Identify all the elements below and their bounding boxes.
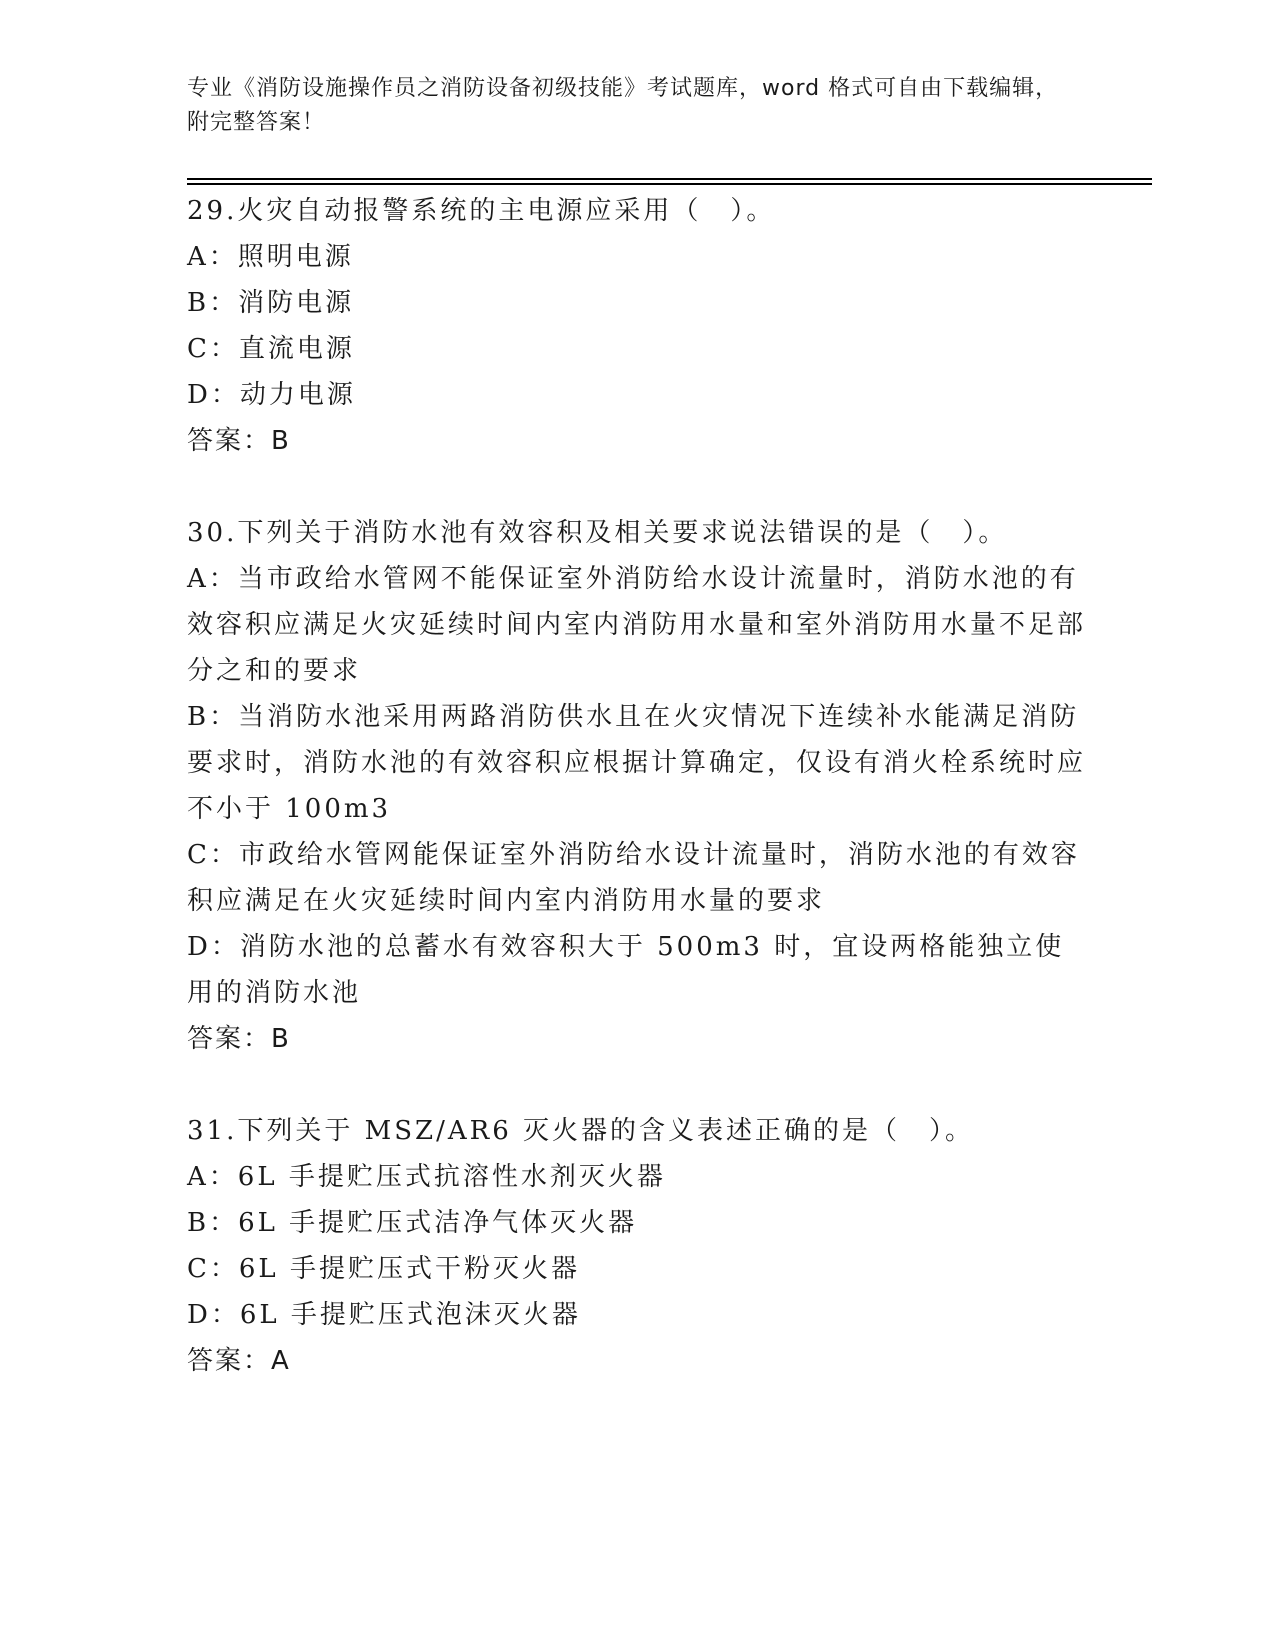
option-a: A：当市政给水管网不能保证室外消防给水设计流量时，消防水池的有效容积应满足火灾延续时间内室内消防用水量和室外消防用水量不足部分之和的要求 [187, 564, 1087, 686]
option-b: B：当消防水池采用两路消防供水且在火灾情况下连续补水能满足消防要求时，消防水池的有效容积应根据计算确定，仅设有消火栓系统时应不小于 100m3 [187, 702, 1087, 824]
option-a: A：照明电源 [187, 242, 354, 272]
option-d: D：消防水池的总蓄水有效容积大于 500m3 时，宜设两格能独立使用的消防水池 [187, 932, 1065, 1008]
option-a: A：6L 手提贮压式抗溶性水剂灭火器 [187, 1162, 666, 1192]
option-c: C：6L 手提贮压式干粉灭火器 [187, 1254, 580, 1284]
option-b: B：消防电源 [187, 288, 355, 318]
question-spacer [187, 464, 1087, 510]
document-header: 专业《消防设施操作员之消防设备初级技能》考试题库，word 格式可自由下载编辑，附完整答案！ [187, 76, 1059, 135]
question-30 [187, 510, 1087, 1062]
header-divider-top [187, 178, 1152, 180]
option-d: D：动力电源 [187, 380, 356, 410]
question-31 [187, 1108, 1087, 1384]
question-stem: 31.下列关于 MSZ/AR6 灭火器的含义表述正确的是（ ）。 [187, 1116, 975, 1146]
question-stem: 29.火灾自动报警系统的主电源应采用（ ）。 [187, 196, 776, 226]
option-b: B：6L 手提贮压式洁净气体灭火器 [187, 1208, 638, 1238]
answer-line: 答案：B [187, 426, 291, 456]
question-spacer [187, 1062, 1087, 1108]
option-c: C：市政给水管网能保证室外消防给水设计流量时，消防水池的有效容积应满足在火灾延续时间内室内消防用水量的要求 [187, 840, 1080, 916]
answer-line: 答案：A [187, 1346, 291, 1376]
question-stem: 30.下列关于消防水池有效容积及相关要求说法错误的是（ ）。 [187, 518, 1008, 548]
question-list [187, 188, 1087, 1384]
answer-line: 答案：B [187, 1024, 291, 1054]
option-d: D：6L 手提贮压式泡沫灭火器 [187, 1300, 581, 1330]
header-divider-bottom [187, 183, 1152, 185]
option-c: C：直流电源 [187, 334, 355, 364]
question-29 [187, 188, 1087, 464]
